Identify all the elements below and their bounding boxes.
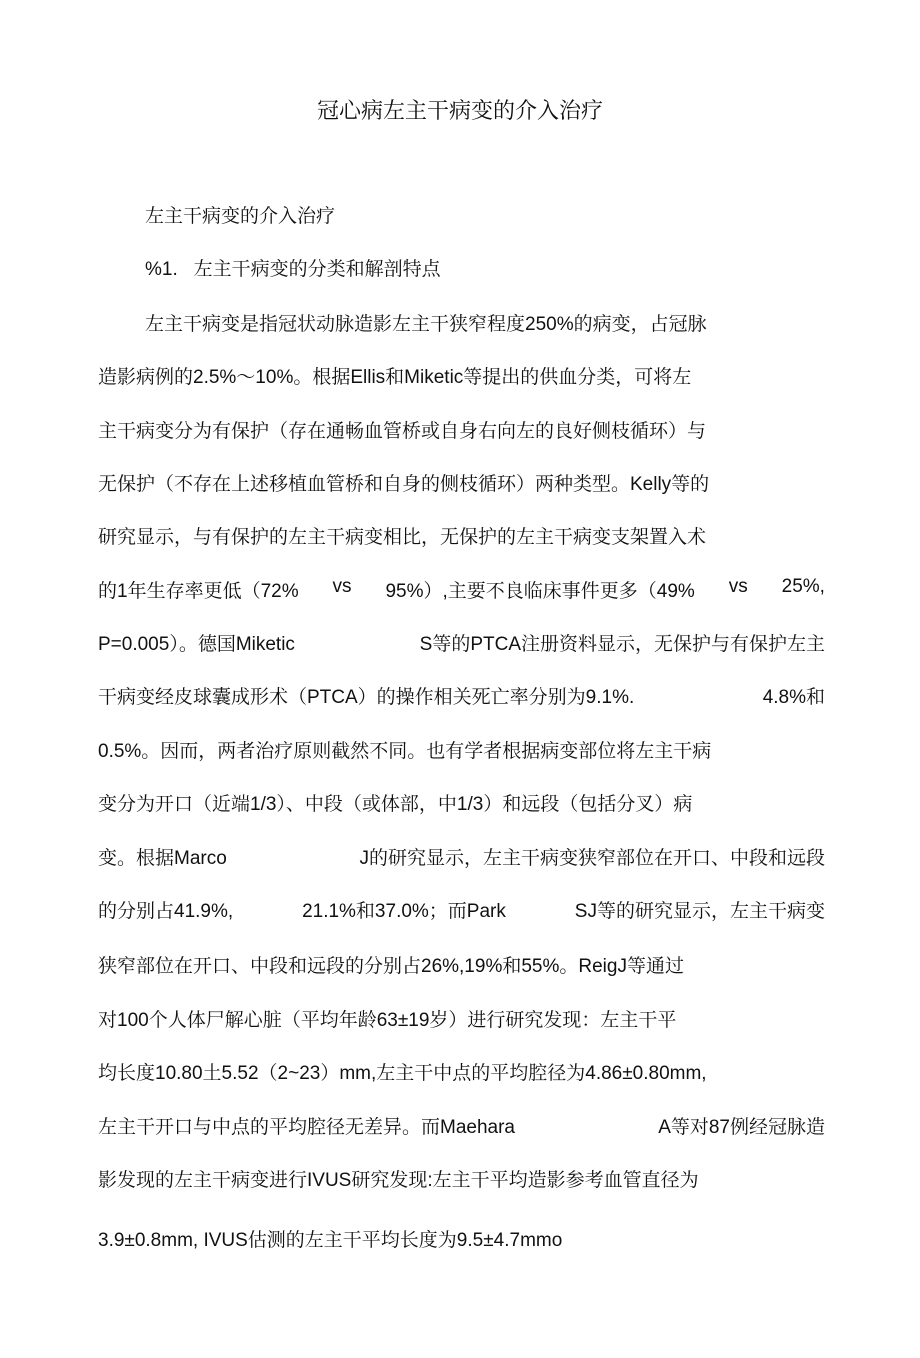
- text-segment: S等的PTCA注册资料显示，无保护与有保护左主: [419, 634, 825, 655]
- text-segment: SJ等的研究显示，左主干病变: [574, 901, 825, 922]
- text-segment: 干病变经皮球囊成形术（PTCA）的操作相关死亡率分别为9.1%.: [98, 687, 635, 708]
- text-segment: 研究显示，与有保护的左主干病变相比，无保护的左主干病变支架置入术: [98, 527, 707, 548]
- text-segment: 的分别占41.9%,: [98, 901, 234, 922]
- text-segment: 左主干开口与中点的平均腔径无差异。而Maehara: [98, 1117, 515, 1138]
- text-segment: 3.9±0.8mm, IVUS估测的左主干平均长度为9.5±4.7mmo: [98, 1230, 563, 1251]
- paragraph-line: [98, 1005, 676, 1032]
- text-segment: 变分为开口（近端1/3）、中段（或体部，中1/3）和远段（包括分叉）病: [98, 794, 693, 815]
- paragraph-line: [98, 736, 711, 763]
- paragraph-line: [98, 362, 691, 389]
- text-segment: 左主干病变是指冠状动脉造影左主干狭窄程度250%的病变，占冠脉: [145, 314, 707, 335]
- section-heading: 左主干病变的介入治疗: [145, 206, 336, 227]
- text-segment: J的研究显示，左主干病变狭窄部位在开口、中段和远段: [359, 848, 825, 869]
- paragraph-line: [98, 1112, 825, 1139]
- paragraph-line: [98, 789, 692, 816]
- text-segment: 狭窄部位在开口、中段和远段的分别占26%,19%和55%。ReigJ等通过: [98, 956, 684, 977]
- text-segment: A等对87例经冠脉造: [658, 1117, 825, 1138]
- paragraph-line: [98, 1225, 562, 1252]
- text-segment: 变。根据Marco: [98, 848, 227, 869]
- text-segment: 影发现的左主干病变进行IVUS研究发现:左主干平均造影参考血管直径为: [98, 1170, 699, 1191]
- text-segment: 0.5%。因而，两者治疗原则截然不同。也有学者根据病变部位将左主干病: [98, 741, 712, 762]
- text-segment: 4.8%和: [762, 687, 825, 708]
- document-title: 冠心病左主干病变的介入治疗: [316, 98, 603, 123]
- text-segment: 无保护（不存在上述移植血管桥和自身的侧枝循环）两种类型。Kelly等的: [98, 474, 710, 495]
- paragraph-line: [98, 896, 825, 923]
- text-segment: vs: [332, 576, 352, 597]
- text-segment: 造影病例的2.5%～10%。根据Ellis和Miketic等提出的供血分类，可将左: [98, 367, 692, 388]
- paragraph-line: [98, 416, 706, 443]
- paragraph-line: [98, 1165, 699, 1192]
- text-segment: 95%）,主要不良临床事件更多（49%: [385, 581, 695, 602]
- text-segment: 对100个人体尸解心脏（平均年龄63±19岁）进行研究发现：左主干平: [98, 1010, 677, 1031]
- text-segment: P=0.005）。德国Miketic: [98, 634, 295, 655]
- text-segment: 21.1%和37.0%；而Park: [302, 901, 506, 922]
- paragraph-line: [98, 522, 706, 549]
- text-segment: 均长度10.80土5.52（2~23）mm,左主干中点的平均腔径为4.86±0.80mm,: [98, 1063, 707, 1084]
- paragraph-line: [98, 951, 684, 978]
- paragraph-line: [98, 1058, 707, 1085]
- text-segment: vs: [728, 576, 748, 597]
- paragraph-line: [145, 309, 707, 336]
- paragraph-line: [98, 469, 709, 496]
- text-segment: 25%,: [781, 576, 825, 597]
- paragraph-line: [98, 843, 825, 870]
- subsection-heading: %1. 左主干病变的分类和解剖特点: [145, 259, 441, 280]
- text-segment: 的1年生存率更低（72%: [98, 581, 299, 602]
- paragraph-line: [98, 629, 825, 656]
- paragraph-line: [98, 576, 825, 603]
- paragraph-line: [98, 682, 825, 709]
- text-segment: 主干病变分为有保护（存在通畅血管桥或自身右向左的良好侧枝循环）与: [98, 421, 707, 442]
